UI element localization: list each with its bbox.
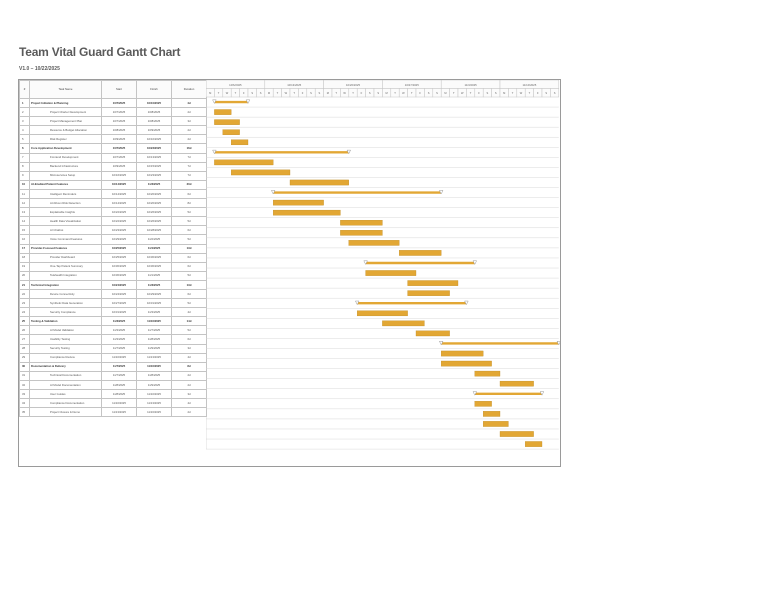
task-row[interactable] — [20, 235, 207, 244]
task-number: 32 — [20, 380, 30, 389]
task-bar — [416, 331, 450, 336]
day-label: T — [453, 92, 455, 95]
task-row[interactable] — [20, 289, 207, 298]
task-name: Project Management Plan — [30, 117, 102, 126]
task-finish: 10/13/2025 — [137, 153, 172, 162]
task-duration: 4d — [172, 308, 207, 317]
day-label: T — [394, 92, 396, 95]
task-number: 23 — [20, 299, 30, 308]
task-start: 11/3/2025 — [102, 326, 137, 335]
task-start: 10/23/2025 — [102, 226, 137, 235]
task-name: Intelligent Reminders — [30, 189, 102, 198]
task-finish: 11/8/2025 — [137, 335, 172, 344]
task-finish: 11/1/2025 — [137, 271, 172, 280]
task-name: AI Chatbot — [30, 226, 102, 235]
task-number: 24 — [20, 308, 30, 317]
task-finish: 10/31/2025 — [137, 299, 172, 308]
version-label: V1.0 – 10/22/2025 — [19, 66, 60, 72]
task-name: Telehealth Integration — [30, 271, 102, 280]
task-row[interactable] — [20, 189, 207, 198]
task-row[interactable] — [20, 199, 207, 208]
task-name: Usability Testing — [30, 335, 102, 344]
task-name: Provider Dashboard — [30, 253, 102, 262]
task-duration: 6d — [172, 226, 207, 235]
day-label: M — [267, 92, 271, 95]
task-number: 14 — [20, 217, 30, 226]
task-number: 8 — [20, 162, 30, 171]
task-row[interactable] — [20, 271, 207, 280]
task-name: AI Model Documentation — [30, 380, 102, 389]
day-label: T — [276, 92, 279, 95]
day-label: F — [537, 92, 539, 95]
task-duration: 3d — [172, 390, 207, 399]
day-label: F — [301, 92, 304, 95]
task-row[interactable] — [20, 253, 207, 262]
task-finish: 11/3/2025 — [137, 308, 172, 317]
task-duration: 4d — [172, 399, 207, 408]
task-table — [19, 80, 207, 417]
task-duration: 2d — [172, 408, 207, 417]
task-row[interactable] — [20, 280, 207, 289]
task-name: Frontend Development — [30, 153, 102, 162]
task-finish: 10/8/2025 — [137, 108, 172, 117]
day-label: W — [460, 92, 464, 95]
task-number: 7 — [20, 153, 30, 162]
day-label: S — [251, 92, 254, 95]
task-row[interactable] — [20, 226, 207, 235]
week-label: 10/27/2025 — [404, 83, 419, 87]
day-label: F — [243, 92, 245, 95]
task-finish: 10/9/2025 — [137, 126, 172, 135]
task-finish: 11/9/2025 — [137, 380, 172, 389]
task-row[interactable] — [20, 244, 207, 253]
task-row[interactable] — [20, 399, 207, 408]
task-start: 10/7/2025 — [102, 144, 137, 153]
task-table-header — [20, 81, 207, 99]
task-bar — [408, 281, 458, 286]
task-number: 16 — [20, 235, 30, 244]
task-start: 10/31/2025 — [102, 308, 137, 317]
task-number: 22 — [20, 289, 30, 298]
task-bar — [214, 160, 273, 165]
task-name: Core Application Development — [30, 144, 102, 153]
task-duration: 5d — [172, 271, 207, 280]
task-start: 10/22/2025 — [102, 208, 137, 217]
day-label: F — [478, 92, 480, 95]
task-number: 10 — [20, 180, 30, 189]
task-bar — [500, 431, 534, 436]
task-duration: 3d — [172, 344, 207, 353]
task-finish: 10/10/2025 — [137, 135, 172, 144]
day-label: S — [545, 92, 548, 95]
day-label: T — [293, 92, 295, 95]
day-label: S — [486, 92, 489, 95]
day-label: W — [519, 92, 523, 95]
task-finish: 10/23/2025 — [137, 171, 172, 180]
day-label: M — [209, 92, 212, 95]
task-duration: 5d — [172, 217, 207, 226]
task-bar — [273, 200, 323, 205]
task-duration: 20d — [172, 180, 207, 189]
task-number: 13 — [20, 208, 30, 217]
task-duration: 7d — [172, 171, 207, 180]
task-row[interactable] — [20, 171, 207, 180]
task-name: Microservices Setup — [30, 171, 102, 180]
task-bar — [483, 421, 508, 426]
day-label: S — [368, 92, 371, 95]
task-number: 28 — [20, 344, 30, 353]
task-start: 11/10/2025 — [102, 353, 137, 362]
day-label: W — [402, 92, 405, 95]
task-finish: 10/30/2025 — [137, 253, 172, 262]
task-bar — [366, 270, 416, 275]
task-start: 10/22/2025 — [102, 217, 137, 226]
task-finish: 11/3/2025 — [137, 180, 172, 189]
task-name: Device Connectivity — [30, 289, 102, 298]
task-duration: 6d — [172, 289, 207, 298]
task-duration: 3d — [172, 117, 207, 126]
task-number: 21 — [20, 280, 30, 289]
day-label: M — [385, 92, 388, 95]
task-name: User Guides — [30, 390, 102, 399]
task-name: Provider-Focused Features — [30, 244, 102, 253]
task-duration: 13d — [172, 244, 207, 253]
task-row[interactable] — [20, 353, 207, 362]
gantt-sheet — [18, 79, 561, 467]
task-duration: 4d — [172, 353, 207, 362]
task-bar — [382, 321, 424, 326]
task-number: 3 — [20, 117, 30, 126]
day-label: T — [469, 92, 472, 95]
day-label: M — [444, 92, 447, 95]
day-label: W — [225, 92, 229, 95]
task-finish: 11/16/2025 — [137, 317, 172, 326]
task-start: 10/27/2025 — [102, 299, 137, 308]
task-start: 10/7/2025 — [102, 117, 137, 126]
day-label: W — [284, 92, 288, 95]
task-duration: 2d — [172, 126, 207, 135]
day-label: M — [326, 92, 329, 95]
task-duration: 13d — [172, 280, 207, 289]
task-bar — [399, 250, 441, 255]
week-label: 11/3/2025 — [464, 83, 477, 87]
task-name: Technical Documentation — [30, 371, 102, 380]
task-finish: 10/26/2025 — [137, 208, 172, 217]
task-finish: 10/20/2025 — [137, 199, 172, 208]
task-duration: 6d — [172, 189, 207, 198]
day-label: T — [234, 92, 237, 95]
task-row[interactable] — [20, 117, 207, 126]
col-header-num: # — [20, 81, 30, 99]
task-finish: 11/13/2025 — [137, 353, 172, 362]
task-number: 17 — [20, 244, 30, 253]
task-name: Security Compliance — [30, 308, 102, 317]
task-start: 10/30/2025 — [102, 262, 137, 271]
task-bar — [475, 371, 500, 376]
task-row[interactable] — [20, 390, 207, 399]
task-finish: 10/20/2025 — [137, 189, 172, 198]
task-finish: 10/26/2025 — [137, 217, 172, 226]
task-number: 31 — [20, 371, 30, 380]
day-label: T — [411, 92, 413, 95]
task-start: 10/14/2025 — [102, 199, 137, 208]
task-number: 33 — [20, 390, 30, 399]
task-name: Risk Register — [30, 135, 102, 144]
task-finish: 11/13/2025 — [137, 399, 172, 408]
task-start: 10/16/2025 — [102, 171, 137, 180]
task-finish: 10/10/2025 — [137, 99, 172, 108]
task-finish: 11/1/2025 — [137, 244, 172, 253]
task-duration: 5d — [172, 299, 207, 308]
task-row[interactable] — [20, 344, 207, 353]
day-label: S — [427, 92, 430, 95]
task-name: Health Data Visualization — [30, 217, 102, 226]
week-label: 10/6/2025 — [229, 83, 242, 87]
task-row[interactable] — [20, 108, 207, 117]
task-start: 11/7/2025 — [102, 362, 137, 371]
task-bar — [231, 170, 290, 175]
task-name: AI-Driven Risk Detection — [30, 199, 102, 208]
task-number: 1 — [20, 99, 30, 108]
day-label: S — [377, 92, 380, 95]
task-duration: 7d — [172, 162, 207, 171]
task-name: Project Initiation & Planning — [30, 99, 102, 108]
task-bar — [357, 311, 407, 316]
task-duration: 5d — [172, 235, 207, 244]
task-row[interactable] — [20, 144, 207, 153]
task-finish: 11/8/2025 — [137, 371, 172, 380]
task-duration: 2d — [172, 380, 207, 389]
task-start: 11/10/2025 — [102, 399, 137, 408]
day-label: S — [259, 92, 262, 95]
week-label: 10/13/2025 — [287, 83, 302, 87]
task-number: 4 — [20, 126, 30, 135]
day-label: S — [494, 92, 497, 95]
task-row[interactable] — [20, 208, 207, 217]
task-finish: 11/7/2025 — [137, 326, 172, 335]
task-start: 10/7/2025 — [102, 99, 137, 108]
task-number: 27 — [20, 335, 30, 344]
task-row[interactable] — [20, 180, 207, 189]
task-name: Backend Infrastructure — [30, 162, 102, 171]
task-name: AI Model Validation — [30, 326, 102, 335]
task-finish: 10/8/2025 — [137, 117, 172, 126]
task-number: 19 — [20, 262, 30, 271]
task-bar — [231, 140, 248, 145]
task-name: Project Closure & Demo — [30, 408, 102, 417]
task-duration: 14d — [172, 317, 207, 326]
task-bar — [483, 411, 500, 416]
task-name: Project Charter Development — [30, 108, 102, 117]
task-name: Testing & Validation — [30, 317, 102, 326]
task-name: Synthetic Data Generation — [30, 299, 102, 308]
task-row[interactable] — [20, 217, 207, 226]
task-row[interactable] — [20, 299, 207, 308]
task-number: 30 — [20, 362, 30, 371]
task-bar — [214, 120, 239, 125]
day-label: T — [528, 92, 531, 95]
task-row[interactable] — [20, 99, 207, 108]
day-label: S — [553, 92, 556, 95]
day-label: W — [343, 92, 346, 95]
task-start: 10/25/2025 — [102, 244, 137, 253]
day-label: T — [335, 92, 337, 95]
task-bar — [340, 220, 382, 225]
task-duration: 6d — [172, 262, 207, 271]
task-duration: 2d — [172, 371, 207, 380]
task-start: 10/24/2025 — [102, 280, 137, 289]
task-finish: 10/15/2025 — [137, 162, 172, 171]
task-row[interactable] — [20, 408, 207, 417]
task-duration: 5d — [172, 208, 207, 217]
task-number: 35 — [20, 408, 30, 417]
task-start: 10/29/2025 — [102, 235, 137, 244]
task-number: 18 — [20, 253, 30, 262]
task-row[interactable] — [20, 262, 207, 271]
task-number: 20 — [20, 271, 30, 280]
task-duration: 7d — [172, 153, 207, 162]
task-start: 11/7/2025 — [102, 371, 137, 380]
task-bar — [525, 441, 542, 446]
task-bar — [273, 210, 340, 215]
day-label: M — [503, 92, 506, 95]
task-row[interactable] — [20, 335, 207, 344]
day-label: F — [419, 92, 421, 95]
task-name: Security Testing — [30, 344, 102, 353]
task-row[interactable] — [20, 317, 207, 326]
task-row[interactable] — [20, 162, 207, 171]
task-finish: 10/29/2025 — [137, 289, 172, 298]
task-bar — [441, 361, 491, 366]
task-number: 25 — [20, 317, 30, 326]
task-duration: 8d — [172, 199, 207, 208]
day-label: T — [217, 92, 220, 95]
day-label: S — [318, 92, 321, 95]
task-start: 10/9/2025 — [102, 135, 137, 144]
gantt-timeline — [206, 80, 560, 466]
task-start: 10/14/2025 — [102, 189, 137, 198]
task-row[interactable] — [20, 308, 207, 317]
task-finish: 10/30/2025 — [137, 262, 172, 271]
task-row[interactable] — [20, 153, 207, 162]
task-name: Explainable Insights — [30, 208, 102, 217]
task-finish: 11/16/2025 — [137, 362, 172, 371]
task-bar — [290, 180, 349, 185]
task-start: 10/9/2025 — [102, 162, 137, 171]
task-start: 11/13/2025 — [102, 408, 137, 417]
task-name: Documentation & Delivery — [30, 362, 102, 371]
col-header-duration: Duration — [172, 81, 207, 99]
week-label: 10/20/2025 — [346, 83, 360, 87]
task-number: 11 — [20, 189, 30, 198]
task-start: 10/8/2025 — [102, 126, 137, 135]
day-label: S — [436, 92, 438, 95]
task-row[interactable] — [20, 371, 207, 380]
task-name: Voice Command Features — [30, 235, 102, 244]
week-label: 11/10/2025 — [522, 83, 537, 87]
task-number: 29 — [20, 353, 30, 362]
task-duration: 2d — [172, 135, 207, 144]
task-finish: 11/3/2025 — [137, 280, 172, 289]
task-duration: 16d — [172, 144, 207, 153]
task-name: Compliance Documentation — [30, 399, 102, 408]
task-number: 2 — [20, 108, 30, 117]
task-number: 26 — [20, 326, 30, 335]
task-name: One-Tap Patient Summary — [30, 262, 102, 271]
page-title: Team Vital Guard Gantt Chart — [19, 45, 181, 59]
task-start: 10/7/2025 — [102, 153, 137, 162]
task-row[interactable] — [20, 126, 207, 135]
task-bar — [223, 130, 240, 135]
task-start: 10/25/2025 — [102, 253, 137, 262]
task-row[interactable] — [20, 380, 207, 389]
task-name: AI-Enabled Patient Features — [30, 180, 102, 189]
col-header-finish: Finish — [137, 81, 172, 99]
task-start: 10/14/2025 — [102, 180, 137, 189]
task-bar — [214, 109, 231, 114]
task-finish: 11/16/2025 — [137, 408, 172, 417]
task-bar — [475, 401, 492, 406]
col-header-start: Start — [102, 81, 137, 99]
task-row[interactable] — [20, 326, 207, 335]
task-number: 12 — [20, 199, 30, 208]
task-duration: 4d — [172, 99, 207, 108]
task-row[interactable] — [20, 135, 207, 144]
task-name: Compliance Review — [30, 353, 102, 362]
task-number: 9 — [20, 171, 30, 180]
task-start: 11/8/2025 — [102, 390, 137, 399]
task-finish: 10/23/2025 — [137, 144, 172, 153]
task-bar — [349, 240, 399, 245]
task-row[interactable] — [20, 362, 207, 371]
day-label: F — [360, 92, 363, 95]
day-label: T — [511, 92, 514, 95]
task-finish: 11/2/2025 — [137, 235, 172, 244]
task-bar — [441, 351, 483, 356]
task-bar — [500, 381, 534, 386]
task-bar — [408, 291, 450, 296]
task-duration: 6d — [172, 253, 207, 262]
task-name: Technical Integration — [30, 280, 102, 289]
task-start: 11/3/2025 — [102, 317, 137, 326]
task-name: Resource & Budget Allocation — [30, 126, 102, 135]
task-finish: 10/28/2025 — [137, 226, 172, 235]
task-number: 6 — [20, 144, 30, 153]
task-duration: 5d — [172, 326, 207, 335]
task-number: 15 — [20, 226, 30, 235]
col-header-task: Task Name — [30, 81, 102, 99]
task-number: 5 — [20, 135, 30, 144]
task-start: 10/24/2025 — [102, 289, 137, 298]
task-finish: 11/10/2025 — [137, 390, 172, 399]
task-duration: 8d — [172, 362, 207, 371]
task-bar — [340, 230, 382, 235]
task-start: 10/7/2025 — [102, 108, 137, 117]
task-start: 11/3/2025 — [102, 335, 137, 344]
task-start: 11/7/2025 — [102, 344, 137, 353]
task-number: 34 — [20, 399, 30, 408]
task-duration: 6d — [172, 335, 207, 344]
task-start: 11/8/2025 — [102, 380, 137, 389]
day-label: S — [310, 92, 312, 95]
task-start: 10/30/2025 — [102, 271, 137, 280]
day-label: T — [352, 92, 354, 95]
task-finish: 11/9/2025 — [137, 344, 172, 353]
task-duration: 2d — [172, 108, 207, 117]
